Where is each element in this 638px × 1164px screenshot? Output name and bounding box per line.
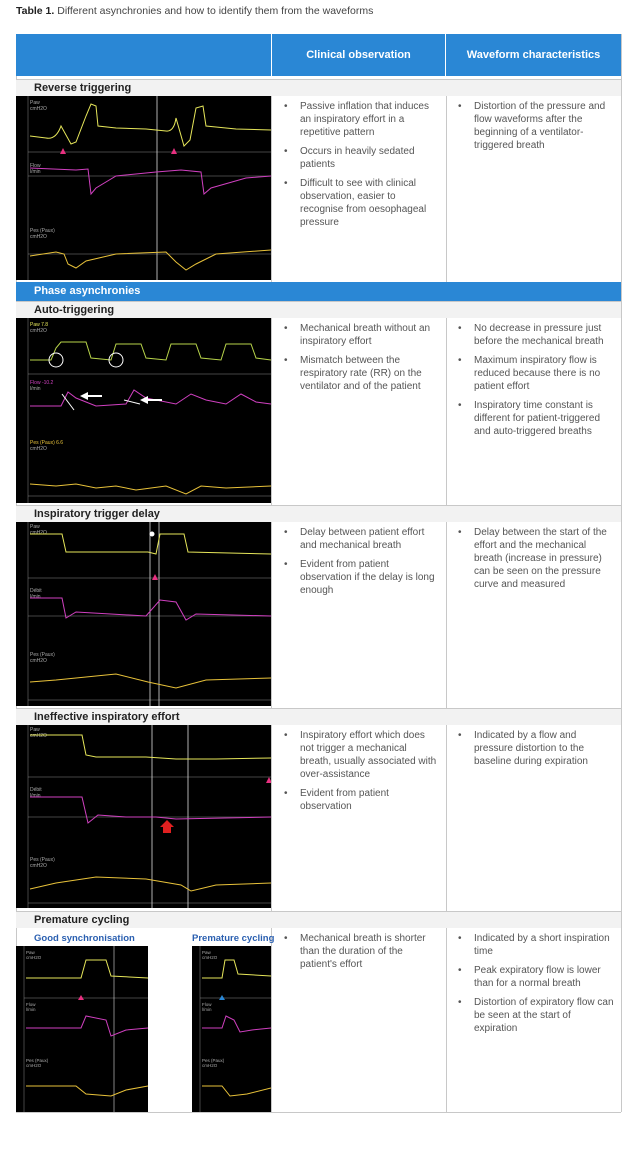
clinical-point: • Mechanical breath is shorter than the duration of the patient's effort bbox=[300, 932, 439, 971]
waveform-point: • Distortion of the pressure and flow waveforms after the beginning of a ventilator-triggered breath bbox=[474, 100, 615, 152]
waveform-auto-triggering bbox=[16, 318, 271, 503]
clinical-reverse-triggering bbox=[272, 96, 445, 235]
waveform-point: • Distortion of expiratory flow can be seen at the start of expiration bbox=[474, 996, 615, 1035]
table-border-right bbox=[621, 34, 622, 1112]
label-premature-cycling: Premature cycling bbox=[192, 933, 275, 944]
axis-label: l/min bbox=[30, 793, 41, 799]
clinical-inspiratory-trigger-delay bbox=[272, 522, 445, 603]
clinical-point: • Evident from patient observation bbox=[300, 787, 439, 813]
axis-label: cmH2O bbox=[30, 733, 47, 739]
axis-label: Flow bbox=[26, 1002, 36, 1007]
axis-label: l/min bbox=[202, 1007, 212, 1012]
axis-label: cmH2O bbox=[30, 328, 47, 334]
axis-label: l/min bbox=[30, 594, 41, 600]
axis-label: cmH2O bbox=[30, 446, 47, 452]
waveform-point: • Peak expiratory flow is lower than for a normal breath bbox=[474, 964, 615, 990]
caption-text: Different asynchronies and how to identify them from the waveforms bbox=[54, 5, 374, 17]
waveform-ineffective-inspiratory-effort bbox=[16, 725, 271, 908]
caption-label: Table 1. bbox=[16, 5, 55, 17]
clinical-point: • Mechanical breath without an inspiratory effort bbox=[300, 322, 439, 348]
axis-label: cmH2O bbox=[202, 1063, 218, 1068]
clinical-auto-triggering bbox=[272, 318, 445, 399]
header-clinical: Clinical observation bbox=[272, 34, 445, 76]
axis-label: Pes (Paux) bbox=[30, 857, 55, 863]
axis-label: Paw bbox=[30, 727, 40, 733]
axis-label: Flow bbox=[30, 163, 41, 169]
header-waveform: Waveform characteristics bbox=[446, 34, 621, 76]
axis-label: Paw bbox=[30, 100, 40, 106]
phase-asynchronies-banner: Phase asynchronies bbox=[16, 282, 621, 301]
row-title-auto-triggering: Auto-triggering bbox=[16, 301, 621, 318]
axis-label: cmH2O bbox=[30, 234, 47, 240]
axis-label: l/min bbox=[26, 1007, 36, 1012]
clinical-premature-cycling bbox=[272, 928, 445, 977]
waveform-point: • Indicated by a short inspiration time bbox=[474, 932, 615, 958]
axis-label: Paw bbox=[26, 950, 35, 955]
row-title-inspiratory-trigger-delay: Inspiratory trigger delay bbox=[16, 505, 621, 522]
axis-label: cmH2O bbox=[26, 1063, 42, 1068]
axis-label: Pes (Paux) bbox=[30, 652, 55, 658]
axis-label: Pes (Paux) bbox=[30, 228, 55, 234]
axis-label: Débit bbox=[30, 787, 42, 793]
clinical-point: • Mismatch between the respiratory rate (RR) on the ventilator and of the patient bbox=[300, 354, 439, 393]
waveform-inspiratory-trigger-delay bbox=[16, 522, 271, 706]
axis-label: cmH2O bbox=[202, 955, 218, 960]
waveform-point: • No decrease in pressure just before the mechanical breath bbox=[474, 322, 615, 348]
label-good-synchronisation: Good synchronisation bbox=[34, 933, 135, 944]
row-title-reverse-triggering: Reverse triggering bbox=[16, 79, 621, 96]
axis-label: cmH2O bbox=[30, 863, 47, 869]
header-blank bbox=[16, 34, 271, 76]
axis-label: Flow -10.2 bbox=[30, 380, 54, 386]
clinical-point: • Inspiratory effort which does not trigger a mechanical breath, usually associated with over-assistance bbox=[300, 729, 439, 781]
clinical-point: • Occurs in heavily sedated patients bbox=[300, 145, 439, 171]
table-border-bottom bbox=[16, 1112, 621, 1113]
axis-label: l/min bbox=[30, 386, 41, 392]
row-title-premature-cycling: Premature cycling bbox=[16, 911, 621, 928]
waveform-point: • Maximum inspiratory flow is reduced because there is no patient effort bbox=[474, 354, 615, 393]
axis-label: cmH2O bbox=[30, 658, 47, 664]
axis-label: Paw 7.8 bbox=[30, 322, 49, 328]
waveform-reverse-triggering bbox=[16, 96, 271, 280]
axis-label: cmH2O bbox=[26, 955, 42, 960]
axis-label: l/min bbox=[30, 169, 41, 175]
clinical-point: • Passive inflation that induces an inspiratory effort in a repetitive pattern bbox=[300, 100, 439, 139]
waveform-text-ineffective-inspiratory-effort bbox=[446, 725, 621, 774]
clinical-point: • Difficult to see with clinical observation, easier to recognise from oesophageal pressure bbox=[300, 177, 439, 229]
table-caption bbox=[16, 5, 373, 17]
waveform-text-premature-cycling bbox=[446, 928, 621, 1041]
axis-label: Paw bbox=[30, 524, 40, 530]
axis-label: Débit bbox=[30, 588, 42, 594]
clinical-ineffective-inspiratory-effort bbox=[272, 725, 445, 819]
axis-label: Pes (Paux) 6.6 bbox=[30, 440, 64, 446]
axis-label: Pes (Paux) bbox=[26, 1058, 49, 1063]
waveform-premature-cycling bbox=[192, 946, 271, 1112]
row-title-ineffective-inspiratory-effort: Ineffective inspiratory effort bbox=[16, 708, 621, 725]
axis-label: cmH2O bbox=[30, 106, 47, 112]
clinical-point: • Evident from patient observation if the delay is long enough bbox=[300, 558, 439, 597]
waveform-point: • Indicated by a flow and pressure distortion to the baseline during expiration bbox=[474, 729, 615, 768]
waveform-text-auto-triggering bbox=[446, 318, 621, 444]
waveform-good-synchronisation bbox=[16, 946, 148, 1112]
axis-label: Paw bbox=[202, 950, 211, 955]
axis-label: Pes (Paux) bbox=[202, 1058, 225, 1063]
axis-label: Flow bbox=[202, 1002, 212, 1007]
axis-label: cmH2O bbox=[30, 530, 47, 536]
waveform-text-reverse-triggering bbox=[446, 96, 621, 158]
waveform-point: • Delay between the start of the effort and the mechanical breath (increase in pressure) can be seen on the pressure curve and measured bbox=[474, 526, 615, 591]
clinical-point: • Delay between patient effort and mechanical breath bbox=[300, 526, 439, 552]
waveform-text-inspiratory-trigger-delay bbox=[446, 522, 621, 597]
waveform-point: • Inspiratory time constant is different for patient-triggered and auto-triggered breaths bbox=[474, 399, 615, 438]
